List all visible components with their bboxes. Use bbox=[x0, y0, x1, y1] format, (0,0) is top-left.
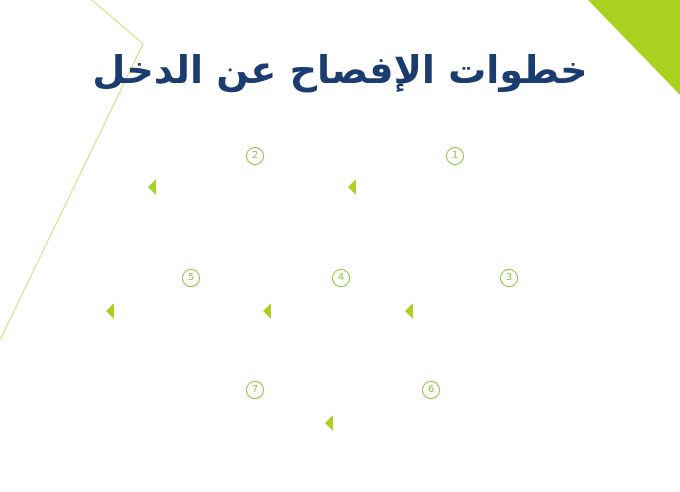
step-number-badge: 5 bbox=[182, 269, 200, 287]
step-number-badge: 7 bbox=[246, 381, 264, 399]
step-arrow-6-7 bbox=[325, 415, 333, 431]
step-arrow-3-4 bbox=[405, 303, 413, 319]
step-number-badge: 2 bbox=[246, 147, 264, 165]
step-number-badge: 4 bbox=[332, 269, 350, 287]
step-arrow-1-2 bbox=[348, 179, 356, 195]
step-arrow-4-5 bbox=[263, 303, 271, 319]
diagonal-line-top bbox=[92, 0, 143, 44]
step-arrow-2-3 bbox=[148, 179, 156, 195]
page-title: خطوات الإفصاح عن الدخل bbox=[92, 48, 588, 92]
step-arrow-5-end bbox=[106, 303, 114, 319]
step-number-badge: 3 bbox=[500, 269, 518, 287]
step-number-badge: 1 bbox=[446, 147, 464, 165]
step-number-badge: 6 bbox=[422, 381, 440, 399]
